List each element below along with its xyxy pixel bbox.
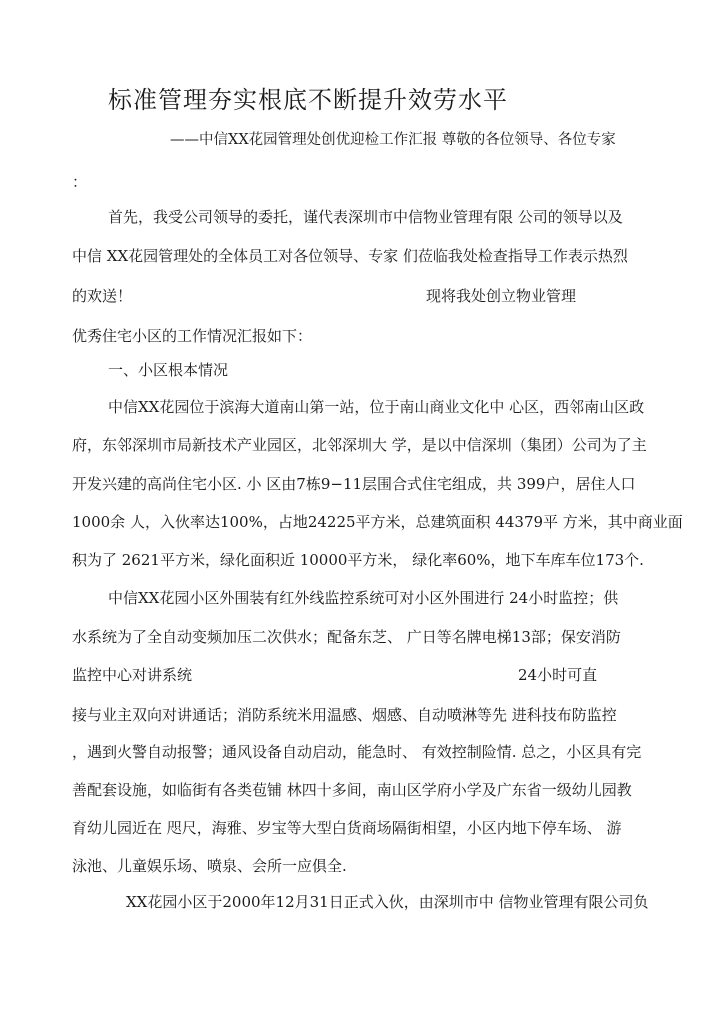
text-line: 中信XX花园位于滨海大道南山第一站，位于南山商业文化中 心区，西邻南山区政	[108, 398, 645, 416]
text-line: 24小时可直	[518, 666, 598, 684]
text-line: 接与业主双向对讲通话；消防系统米用温感、烟感、自动喷淋等先 进科技布防监控	[72, 706, 617, 724]
text-line: 监控中心对讲系统	[72, 666, 193, 684]
text-line: 的欢送！	[72, 287, 133, 305]
text-line: 中信 XX花园管理处的全体员工对各位领导、专家 们莅临我处检查指导工作表示热烈	[72, 247, 628, 265]
document-subtitle: ——中信XX花园管理处创优迎检工作汇报 尊敬的各位领导、各位专家	[170, 132, 616, 148]
text-line: 府，东邻深圳市局新技术产业园区，北邻深圳大 学，是以中信深圳（集团）公司为了主	[72, 436, 647, 454]
text-line: 现将我处创立物业管理	[426, 287, 577, 305]
text-line: ，遇到火警自动报警；通风设备自动启动，能急时、 有效控制险情. 总之，小区具有完	[72, 743, 642, 761]
text-line: 泳池、儿童娱乐场、喷泉、会所一应俱全.	[72, 857, 347, 875]
section-heading: 一、小区根本情况	[108, 361, 229, 379]
text-line: XX花园小区于2000年12月31日正式入伙，由深圳市中 信物业管理有限公司负	[126, 893, 649, 911]
document-title: 标准管理夯实根底不断提升效劳水平	[108, 86, 508, 114]
text-line: 优秀住宅小区的工作情况汇报如下：	[72, 327, 313, 345]
text-line: 中信XX花园小区外围装有红外线监控系统可对小区外围进行 24小时监控；供	[108, 589, 619, 607]
text-line: 善配套设施，如临街有各类苞铺 林四十多间，南山区学府小学及广东省一级幼儿园教	[72, 781, 632, 799]
text-line: 首先，我受公司领导的委托，谨代表深圳市中信物业管理有限 公司的领导以及	[108, 208, 623, 226]
text-line: 积为了 2621平方米，绿化面积近 10000平方米， 绿化率60%，地下车库车位173个.	[72, 551, 644, 569]
document-subtitle-tail: ：	[72, 173, 88, 191]
text-line: 1000余 人，入伙率达100%，占地24225平方米，总建筑面积 44379平 方米，其中商业面	[72, 513, 683, 531]
text-line: 育幼儿园近在 咫尺，海雅、岁宝等大型白货商场隔街相望，小区内地下停车场、 游	[72, 819, 622, 837]
text-line: 水系统为了全自动变频加压二次供水；配备东芝、 广日等名牌电梯13部；保安消防	[72, 628, 621, 646]
text-line: 开发兴建的高尚住宅小区. 小 区由7栋9−11层围合式住宅组成，共 399户，居住人口	[72, 475, 636, 493]
